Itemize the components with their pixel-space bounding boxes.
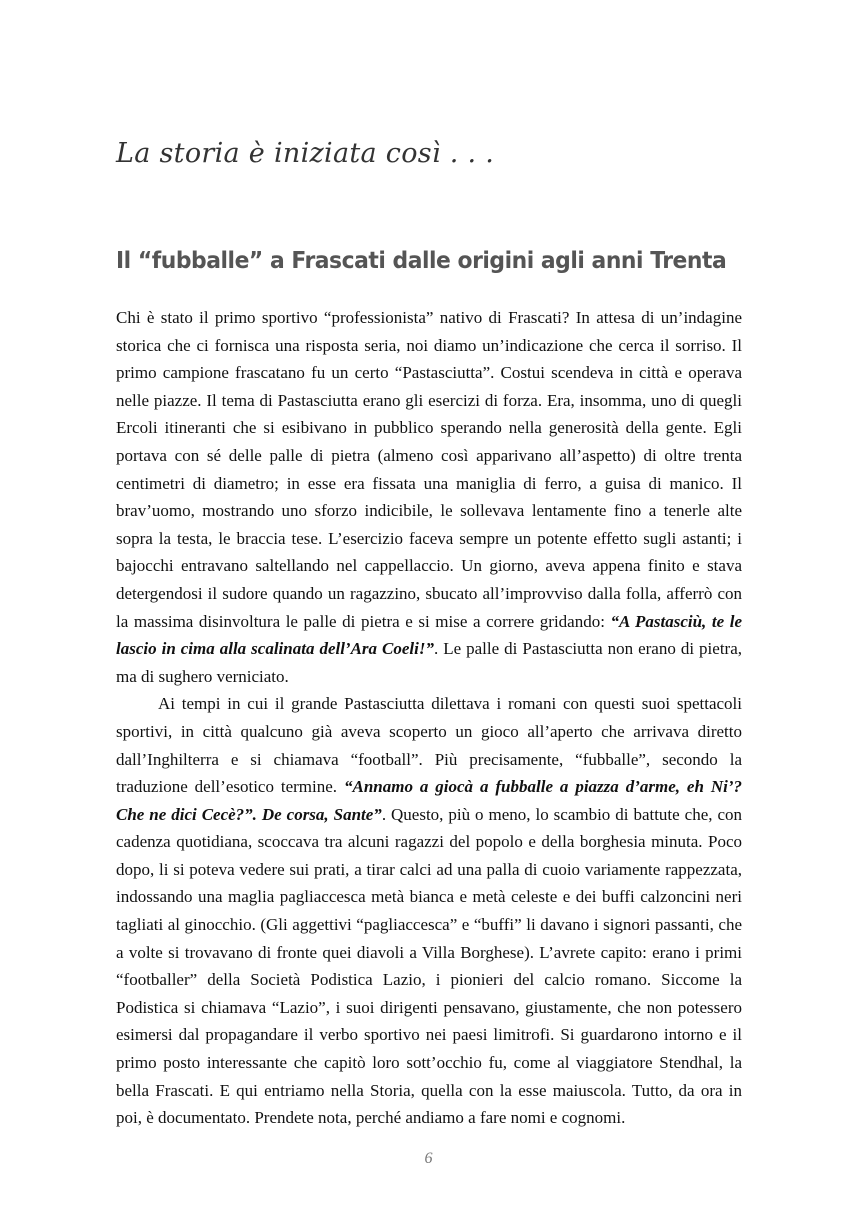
paragraph-2 [116, 690, 742, 1132]
body-text [116, 304, 742, 1132]
paragraph-2-quote: “Annamo a giocà a fubballe a piazza d’arme, eh Ni’? Che ne dici Cecè?”. De corsa, Sante” [116, 777, 742, 824]
paragraph-1-text-after: . Le palle di Pastasciutta non erano di pietra, ma di sughero verniciato. [116, 639, 743, 686]
paragraph-1-quote: “A Pastasciù, te le lascio in cima alla scalinata dell’Ara Coeli!” [116, 611, 742, 659]
section-heading: Il “fubballe” a Frascati dalle origini agli anni Trenta [116, 246, 727, 274]
paragraph-2-text-before: Ai tempi in cui il grande Pastasciutta dilettava i romani con questi suoi spettacoli sportivi, in città qualcuno già aveva scoperto un gioco all’aperto che arrivava diretto dall’Inghilterra e si chiamava “football”. Più precisamente, “fubballe”, secondo la traduzione dell’esotico termine. [116, 694, 742, 797]
page-number: 6 [424, 1150, 433, 1167]
paragraph-2-text-after: . Questo, più o meno, lo scambio di battute che, con cadenza quotidiana, scoccava tra alcuni ragazzi del popolo e della borghesia minuta. Poco dopo, li si poteva vedere sui prati, a tirar calci ad una palla di cuoio variamente rappezzata, indossando una maglia pagliaccesca metà bianca e metà celeste e dei buffi calzoncini neri tagliati al ginocchio. (Gli aggettivi “pagliaccesca” e “buffi” li davano i signori passanti, che a volte si trovavano di fronte quei diavoli a Villa Borghese). L’avrete capito: erano i primi “footballer” della Società Podistica Lazio, i pionieri del calcio romano. Siccome la Podistica si chiamava “Lazio”, i suoi dirigenti pensavano, giustamente, che non potessero esimersi dal propagandare il verbo sportivo nei paesi limitrofi. Si guardarono intorno e il primo posto interessante che capitò loro sott’occhio fu, come al viaggiatore Stendhal, la bella Frascati. E qui entriamo nella Storia, quella con la esse maiuscola. Tutto, da ora in poi, è documentato. Prendete nota, perché andiamo a fare nomi e cognomi. [116, 804, 742, 1128]
paragraph-1-text-before: Chi è stato il primo sportivo “professionista” nativo di Frascati? In attesa di un’indagine storica che ci fornisca una risposta seria, noi diamo un’indicazione che cerca il sorriso. Il primo campione frascatano fu un certo “Pastasciutta”. Costui scendeva in città e operava nelle piazze. Il tema di Pastasciutta erano gli esercizi di forza. Era, insomma, uno di quegli Ercoli itineranti che si esibivano in pubblico sperando nella generosità della gente. Egli portava con sé delle palle di pietra (almeno così apparivano all’aspetto) di oltre trenta centimetri di diametro; in esse era fissata una maniglia di ferro, a guisa di manico. Il brav’uomo, mostrando uno sforzo indicibile, le sollevava lentamente fino a tenerle alte sopra la testa, le braccia tese. L’esercizio faceva sempre un potente effetto sugli astanti; i bajocchi entravano saltellando nel cappellaccio. Un giorno, aveva appena finito e stava detergendosi il sudore quando un ragazzino, sbucato all’improvviso dalla folla, afferrò con la massima disinvoltura le palle di pietra e si mise a correre gridando: [116, 308, 742, 631]
chapter-title: La storia è iniziata così . . . [116, 138, 495, 169]
paragraph-1 [116, 304, 742, 690]
